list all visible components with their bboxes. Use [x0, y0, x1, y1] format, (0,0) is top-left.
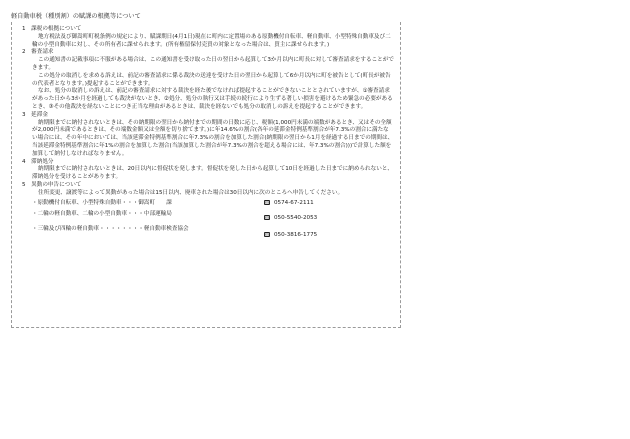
section-paragraph: この処分の取消しを求める訴えは、前記の審査請求に係る裁決の送達を受けた日の翌日から起算して6か月以内に町を被告として(町長が被告の代表者となります。)提起することができます。 — [32, 72, 391, 87]
section-paragraph: 納期限までに納付されないときは、その納期限の翌日から納付までの期間の日数に応じ、税額(1,000円未満の端数があるとき、又はその全額が2,000円未満であるときは、その端数金額又は全額を切り捨てます。)に年14.6%の割合(各年の延滞金特例基準割合が年7.3%の割合に満たない場合には、その年中においては、当該延滞金特例基準割合に年7.3%の割合を加算した割合(納期限の翌日から1月を経過する日までの期間は、当該延滞金特例基準割合に年1%の割合を加算した割合(当該加算した割合が年7.3%の割合を超える場合には、年7.3%の割合)))で計算した額を加算して納付しなければなりません。 — [32, 119, 394, 157]
notice-box — [11, 22, 401, 328]
section-tax-basis — [12, 26, 400, 49]
phone-number: 0574-67-2111 — [274, 199, 314, 206]
contact-row — [12, 209, 400, 224]
phone-number: 050-3816-1775 — [274, 231, 318, 238]
contact-phone — [264, 215, 317, 223]
section-appeal — [12, 49, 400, 111]
section-paragraph: 納期限までに納付されないときは、20日以内に督促状を発します。督促状を発した日から起算して10日を経過した日までに納められないと、滞納処分を受けることがあります。 — [32, 166, 394, 181]
contact-phone — [264, 232, 317, 240]
contact-row — [12, 198, 400, 209]
section-heading: 4 滞納処分 — [22, 158, 54, 165]
section-delinquency — [12, 159, 400, 182]
phone-number: 050-5540-2053 — [274, 214, 318, 221]
contact-phone — [264, 200, 314, 208]
section-heading: 1 課税の根拠について — [22, 26, 82, 32]
section-paragraph: この通知書の記載事項に不服がある場合は、この通知書を受け取った日の翌日から起算して3か月以内に町長に対して審査請求をすることができます。 — [32, 57, 394, 71]
section-change-report — [12, 182, 400, 198]
section-heading: 3 延滞金 — [22, 111, 48, 118]
section-paragraph: なお、処分の取消しの訴えは、前記の審査請求に対する裁決を経た後でなければ提起することができないこととされていますが、①審査請求があった日から3か月を経過しても裁決がないとき、②処分、処分の執行又は手続の続行により生ずる著しい損害を避けるため緊急の必要があるとき、③その他裁決を経ないことにつき正当な理由があるときは、裁決を経ないでも処分の取消しの訴えを提起することができます。 — [32, 88, 393, 110]
section-heading: 2 審査請求 — [22, 49, 54, 56]
contact-row — [12, 224, 400, 239]
section-paragraph: 地方税法及び御嵩町町税条例の規定により、賦課期日(4月1日)現在に町内に定置場のある原動機付自転車、軽自動車、小型特殊自動車及び二輪の小型自動車に対し、その所有者に課せられます。(所有権留保付売買の対象となった場合は、買主に課せられます。) — [32, 33, 391, 48]
section-late-fee — [12, 112, 400, 159]
phone-icon: ☎ — [264, 231, 270, 237]
contact-name: ・原動機付自転車、小型特殊自動車・・・御嵩町 課 — [32, 199, 172, 206]
section-heading: 5 異動の申告について — [22, 181, 82, 188]
notice-title: 軽自動車税（種別割）の賦課の根拠等について — [11, 13, 141, 20]
phone-icon: ☎ — [264, 214, 270, 220]
phone-icon: ☎ — [264, 199, 270, 205]
contact-list — [12, 198, 400, 239]
notice-content — [12, 26, 400, 239]
contact-name: ・二輪の軽自動車、二輪の小型自動車・・・中部運輸局 — [32, 210, 172, 217]
contact-name: ・三輪及び四輪の軽自動車・・・・・・・・軽自動車検査協会 — [32, 225, 189, 232]
section-paragraph: 住所変更、譲渡等によって異動があった場合は15日以内、廃車された場合は30日以内に次のところへ申告してください。 — [38, 189, 344, 196]
